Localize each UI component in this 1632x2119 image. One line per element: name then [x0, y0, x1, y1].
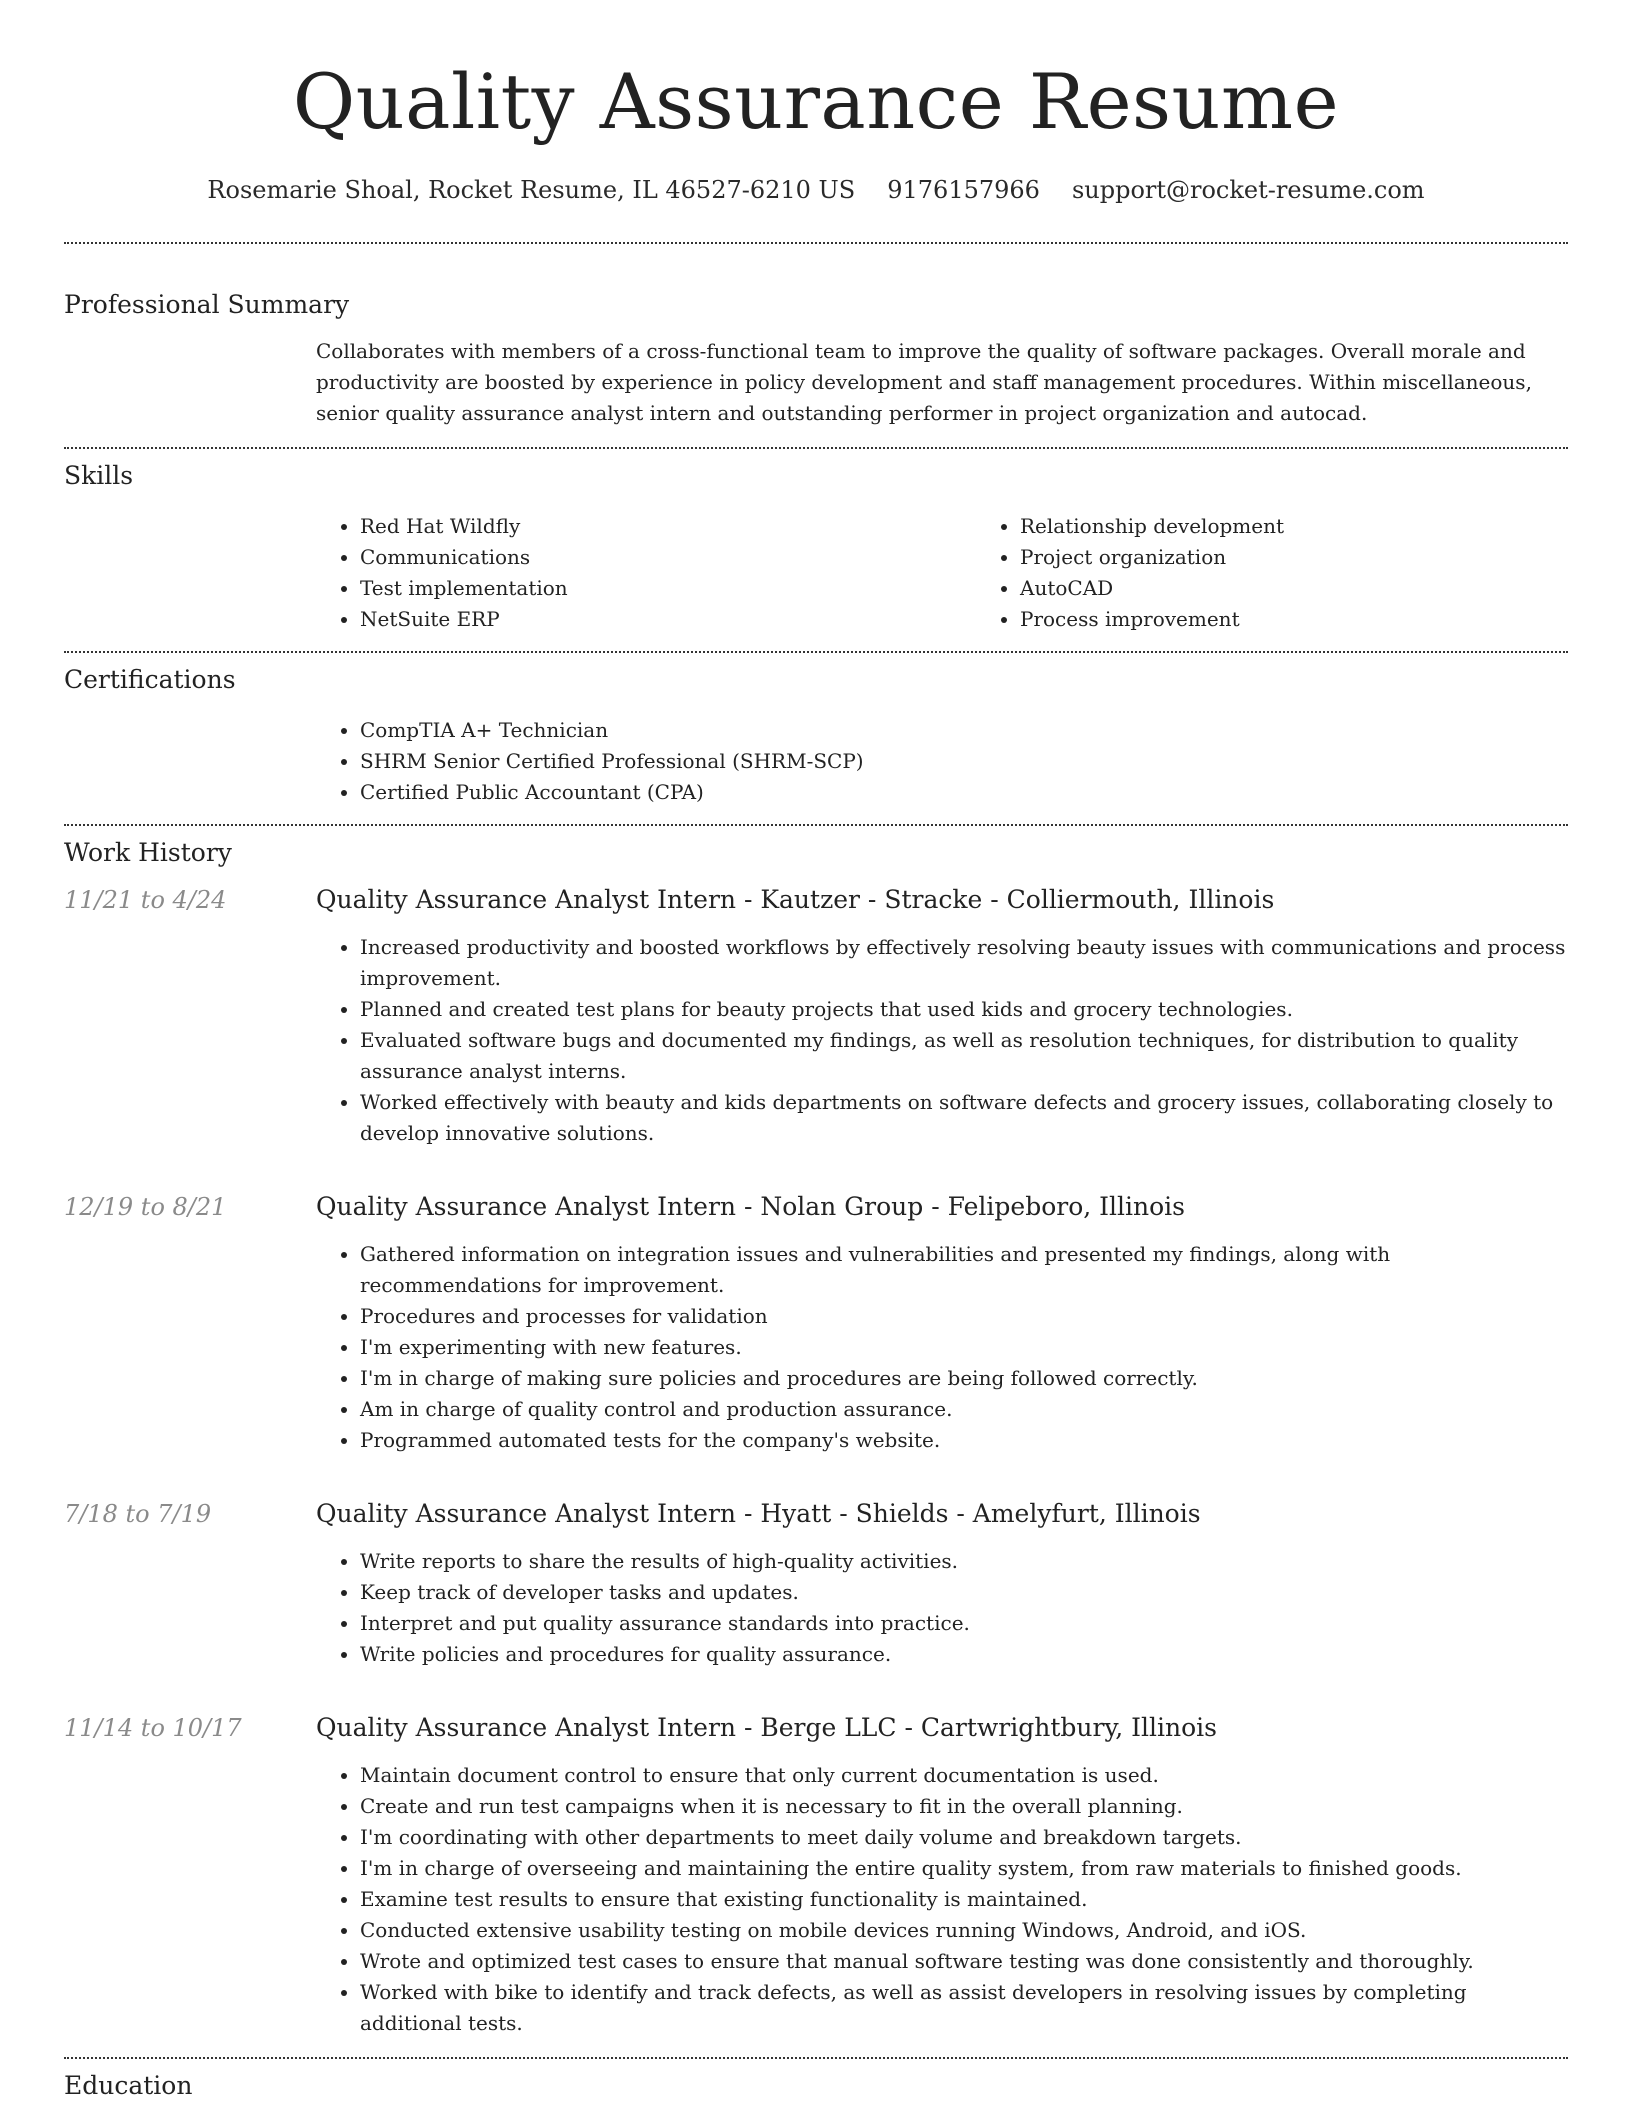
section-heading: Professional Summary	[64, 290, 350, 319]
contact-address: Rosemarie Shoal, Rocket Resume, IL 46527-6210 US	[207, 176, 856, 204]
job-bullets	[316, 1760, 1568, 2039]
skill-item: • NetSuite ERP	[360, 604, 976, 635]
job-body	[316, 1189, 1568, 1456]
job-bullet: • Write reports to share the results of high-quality activities.	[360, 1546, 1568, 1577]
section-heading: Education	[64, 2071, 193, 2100]
job-entry	[64, 1496, 1568, 1670]
certifications-section	[64, 653, 1568, 824]
job-bullet: • Worked with bike to identify and track defects, as well as assist developers in resolving issues by completing additional tests.	[360, 1977, 1568, 2039]
job-bullet: • Worked effectively with beauty and kids departments on software defects and grocery issues, collaborating closely to develop innovative solutions.	[360, 1087, 1568, 1149]
education-section	[64, 2059, 1568, 2119]
contact-email: support@rocket-resume.com	[1071, 176, 1425, 204]
job-bullet: • I'm experimenting with new features.	[360, 1332, 1568, 1363]
job-bullet: • Maintain document control to ensure that only current documentation is used.	[360, 1760, 1568, 1791]
skill-item: • Relationship development	[1020, 511, 1568, 542]
job-bullets	[316, 1546, 1568, 1670]
job-title: Quality Assurance Analyst Intern - Berge LLC - Cartwrightbury, Illinois	[316, 1713, 1217, 1742]
job-body	[316, 1710, 1568, 2039]
contact-line	[64, 172, 1568, 208]
skills-grid	[316, 511, 1568, 635]
job-body	[316, 882, 1568, 1149]
summary-text: Collaborates with members of a cross-functional team to improve the quality of software packages. Overall morale and productivity are boosted by experience in policy development and staff management procedures. Within miscellaneous, senior quality assurance analyst intern and outstanding performer in project organization and autocad.	[316, 339, 1532, 425]
job-bullet: • I'm in charge of making sure policies and procedures are being followed correctly.	[360, 1363, 1568, 1394]
resume-title: Quality Assurance Resume	[292, 57, 1340, 146]
job-bullet: • Interpret and put quality assurance standards into practice.	[360, 1608, 1568, 1639]
job-entry	[64, 1710, 1568, 2039]
job-body	[316, 1496, 1568, 1670]
skill-item: • Process improvement	[1020, 604, 1568, 635]
job-bullet: • Examine test results to ensure that existing functionality is maintained.	[360, 1884, 1568, 1915]
job-bullet: • Wrote and optimized test cases to ensure that manual software testing was done consistently and thoroughly.	[360, 1946, 1568, 1977]
skills-list-right	[976, 511, 1568, 635]
job-bullet: • Am in charge of quality control and production assurance.	[360, 1394, 1568, 1425]
job-dates: 12/19 to 8/21	[64, 1193, 227, 1221]
skills-list-left	[316, 511, 976, 635]
job-entry	[64, 1189, 1568, 1456]
skill-item: • Test implementation	[360, 573, 976, 604]
job-bullet: • Evaluated software bugs and documented my findings, as well as resolution techniques, for distribution to quality assurance analyst interns.	[360, 1025, 1568, 1087]
certification-item: • SHRM Senior Certified Professional (SHRM-SCP)	[360, 746, 1568, 777]
skill-item: • Communications	[360, 542, 976, 573]
job-bullet: • Keep track of developer tasks and updates.	[360, 1577, 1568, 1608]
job-bullet: • Planned and created test plans for beauty projects that used kids and grocery technologies.	[360, 994, 1568, 1025]
summary-content	[316, 336, 1568, 431]
job-bullet: • Create and run test campaigns when it is necessary to fit in the overall planning.	[360, 1791, 1568, 1822]
job-bullet: • Conducted extensive usability testing on mobile devices running Windows, Android, and iOS.	[360, 1915, 1568, 1946]
job-bullet: • I'm in charge of overseeing and maintaining the entire quality system, from raw materials to finished goods.	[360, 1853, 1568, 1884]
job-bullet: • Gathered information on integration issues and vulnerabilities and presented my findings, along with recommendations for improvement.	[360, 1239, 1568, 1301]
certifications-content	[316, 715, 1568, 808]
job-bullet: • I'm coordinating with other departments to meet daily volume and breakdown targets.	[360, 1822, 1568, 1853]
skill-item: • Project organization	[1020, 542, 1568, 573]
skill-item: • AutoCAD	[1020, 573, 1568, 604]
job-title: Quality Assurance Analyst Intern - Nolan Group - Felipeboro, Illinois	[316, 1192, 1185, 1221]
job-dates: 7/18 to 7/19	[64, 1500, 212, 1528]
professional-summary-section	[64, 244, 1568, 447]
skills-section	[64, 449, 1568, 651]
section-heading: Certifications	[64, 665, 236, 694]
section-heading: Work History	[64, 838, 232, 867]
job-title: Quality Assurance Analyst Intern - Kautzer - Stracke - Colliermouth, Illinois	[316, 885, 1275, 914]
section-heading: Skills	[64, 461, 134, 490]
contact-phone: 9176157966	[887, 176, 1040, 204]
job-bullet: • Procedures and processes for validation	[360, 1301, 1568, 1332]
job-bullet: • Increased productivity and boosted workflows by effectively resolving beauty issues with communications and process improvement.	[360, 932, 1568, 994]
job-bullet: • Write policies and procedures for quality assurance.	[360, 1639, 1568, 1670]
certification-item: • Certified Public Accountant (CPA)	[360, 777, 1568, 808]
certification-item: • CompTIA A+ Technician	[360, 715, 1568, 746]
work-history-section	[64, 826, 1568, 2057]
job-dates: 11/21 to 4/24	[64, 886, 227, 914]
job-title: Quality Assurance Analyst Intern - Hyatt - Shields - Amelyfurt, Illinois	[316, 1499, 1201, 1528]
job-entry	[64, 882, 1568, 1149]
job-bullets	[316, 932, 1568, 1149]
certifications-list	[316, 715, 1568, 808]
job-bullets	[316, 1239, 1568, 1456]
job-dates: 11/14 to 10/17	[64, 1714, 242, 1742]
job-bullet: • Programmed automated tests for the company's website.	[360, 1425, 1568, 1456]
skill-item: • Red Hat Wildfly	[360, 511, 976, 542]
